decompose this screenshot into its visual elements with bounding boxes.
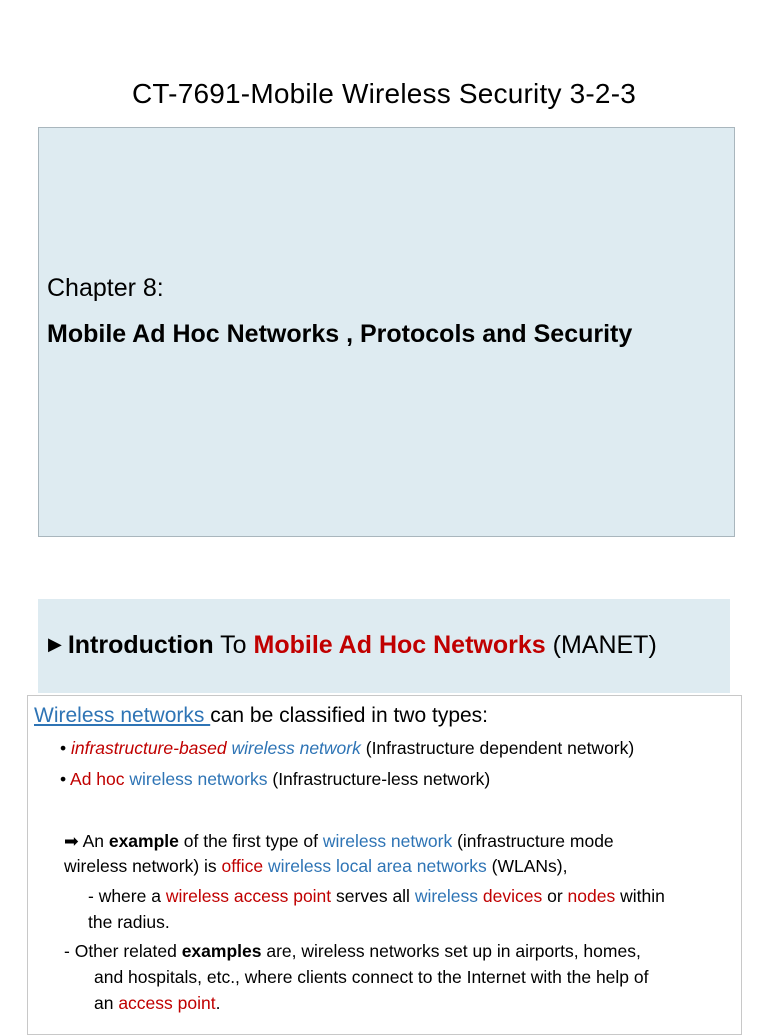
example-text: (WLANs), — [486, 856, 568, 876]
intro-word-manet-abbr: (MANET) — [545, 631, 657, 659]
sub-text: - where a — [88, 886, 166, 906]
chapter-name: Mobile Ad Hoc Networks , Protocols and Security — [47, 320, 633, 348]
bullet-adhoc — [60, 769, 490, 790]
lead-text: can be classified in two types: — [210, 704, 489, 727]
dash: - — [64, 941, 75, 961]
intro-word-manet-name: Mobile Ad Hoc Networks — [253, 631, 546, 659]
sub-text: within — [615, 886, 665, 906]
other-text: . — [215, 993, 221, 1013]
example-line-1 — [64, 831, 614, 852]
term-example: example — [108, 831, 179, 851]
term-access-point: wireless access point — [165, 886, 332, 906]
bullet-text: (Infrastructure dependent network) — [360, 738, 635, 758]
wireless-networks-link[interactable]: Wireless networks — [34, 704, 211, 727]
term-wlan: wireless local area networks — [267, 856, 487, 876]
sub-line-2: the radius. — [88, 912, 170, 932]
course-title: CT-7691-Mobile Wireless Security 3-2-3 — [132, 78, 636, 109]
bullet-dot: • — [60, 769, 71, 789]
example-text: of the first type of — [178, 831, 323, 851]
term-wireless-network: wireless network — [231, 738, 361, 758]
other-text: Other related — [74, 941, 182, 961]
term-access-point: access point — [118, 993, 216, 1013]
term-infrastructure-based: infrastructure-based — [71, 738, 227, 758]
content-box — [27, 695, 742, 1035]
term-nodes: nodes — [567, 886, 616, 906]
right-arrow-icon: ➡ — [64, 831, 83, 851]
sub-text: serves all — [331, 886, 415, 906]
bullet-dot: • — [60, 738, 71, 758]
example-line-2 — [64, 856, 567, 877]
sub-text: or — [542, 886, 568, 906]
intro-heading — [48, 631, 657, 660]
example-text: An — [82, 831, 109, 851]
term-wireless: wireless — [414, 886, 479, 906]
intro-word-to: To — [213, 631, 254, 659]
term-office: office — [221, 856, 264, 876]
other-line-3 — [94, 993, 220, 1014]
other-line-1 — [64, 941, 641, 962]
term-wireless-networks: wireless networks — [129, 769, 268, 789]
bullet-text: (Infrastructure-less network) — [267, 769, 491, 789]
lead-line — [34, 704, 488, 728]
other-text: are, wireless networks set up in airports, homes, — [261, 941, 641, 961]
chapter-label: Chapter 8: — [47, 274, 164, 302]
other-line-2: and hospitals, etc., where clients connect to the Internet with the help of — [94, 967, 649, 987]
term-devices: devices — [482, 886, 543, 906]
triangle-right-icon: ▶ — [48, 634, 62, 654]
term-examples: examples — [181, 941, 262, 961]
example-text: (infrastructure mode — [452, 831, 614, 851]
intro-word-introduction: Introduction — [67, 631, 214, 659]
other-text: an — [94, 993, 119, 1013]
intro-box — [38, 599, 730, 693]
example-text: wireless network) is — [64, 856, 222, 876]
term-wireless-network: wireless network — [322, 831, 453, 851]
term-ad-hoc: Ad hoc — [70, 769, 125, 789]
sub-line-1 — [88, 886, 665, 907]
bullet-infrastructure — [60, 738, 634, 759]
chapter-box — [38, 127, 735, 537]
